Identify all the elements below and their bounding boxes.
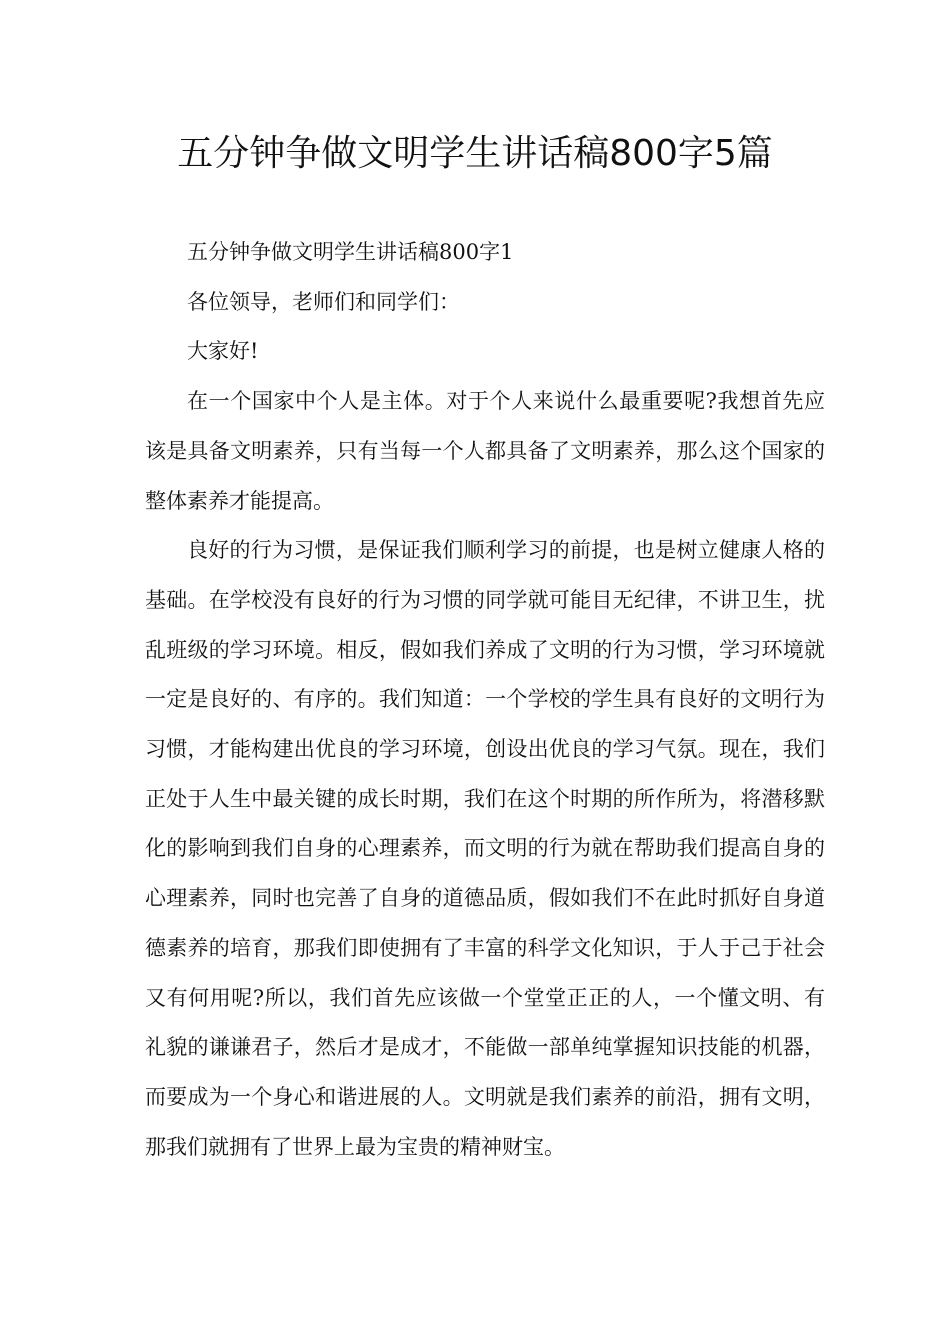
body-paragraph: 良好的行为习惯，是保证我们顺利学习的前提，也是树立健康人格的基础。在学校没有良好的行为习惯的同学就可能目无纪律，不讲卫生，扰乱班级的学习环境。相反，假如我们养成了文明的行为习惯，学习环境就一定是良好的、有序的。我们知道：一个学校的学生具有良好的文明行为习惯，才能构建出优良的学习环境，创设出优良的学习气氛。现在，我们正处于人生中最关键的成长时期，我们在这个时期的所作所为，将潜移默化的影响到我们自身的心理素养，而文明的行为就在帮助我们提高自身的心理素养，同时也完善了自身的道德品质，假如我们不在此时抓好自身道德素养的培育，那我们即使拥有了丰富的科学文化知识，于人于己于社会又有何用呢?所以，我们首先应该做一个堂堂正正的人，一个懂文明、有礼貌的谦谦君子，然后才是成才，不能做一部单纯掌握知识技能的机器，而要成为一个身心和谐进展的人。文明就是我们素养的前沿，拥有文明，那我们就拥有了世界上最为宝贵的精神财宝。 [145, 538, 825, 1159]
document-body [145, 228, 825, 1172]
section-heading: 五分钟争做文明学生讲话稿800字1 [187, 240, 514, 264]
document-title: 五分钟争做文明学生讲话稿800字5篇 [177, 133, 773, 174]
body-paragraph: 在一个国家中个人是主体。对于个人来说什么最重要呢?我想首先应该是具备文明素养，只有当每一个人都具备了文明素养，那么这个国家的整体素养才能提高。 [145, 389, 825, 513]
greeting: 大家好! [187, 339, 259, 364]
salutation: 各位领导，老师们和同学们： [187, 289, 460, 314]
